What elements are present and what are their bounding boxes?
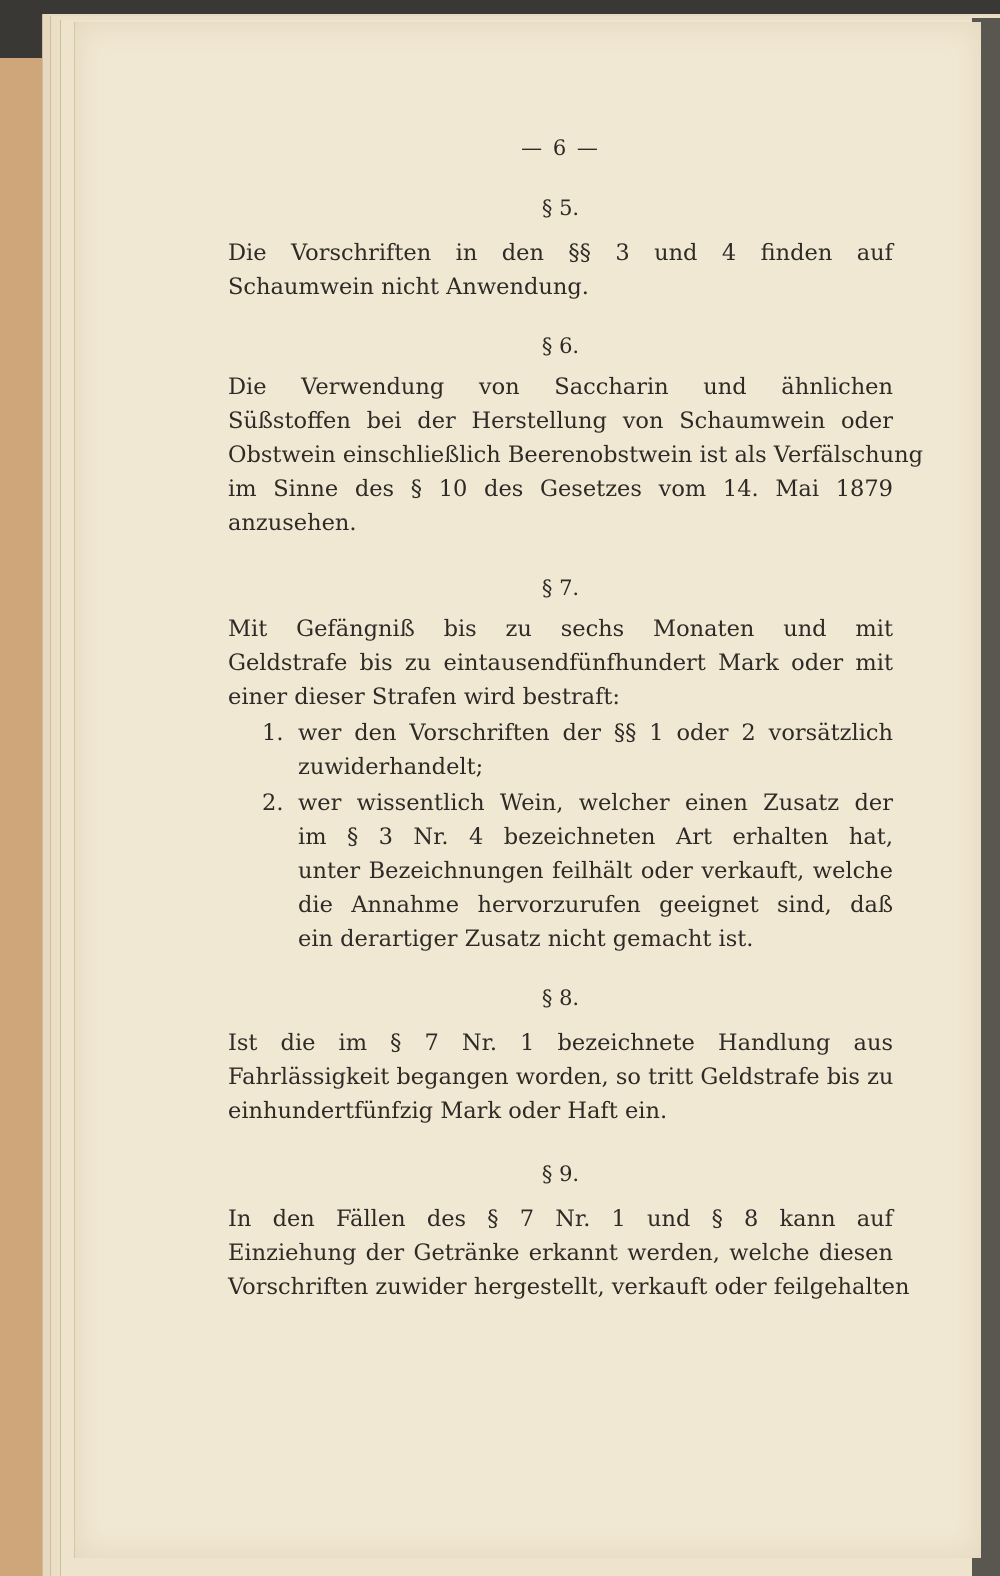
text-line: einer dieser Strafen wird bestraft: — [228, 684, 621, 710]
text-line: Vorschriften zuwider hergestellt, verkauft oder feilgehalten — [228, 1274, 910, 1300]
text-line: wer den Vorschriften der §§ 1 oder 2 vorsätzlich — [298, 720, 893, 746]
text-line: im § 3 Nr. 4 bezeichneten Art erhalten hat, — [298, 824, 893, 850]
section-5-text — [228, 236, 893, 304]
text-line: wer wissentlich Wein, welcher einen Zusatz der — [298, 790, 893, 816]
text-line: unter Bezeichnungen feilhält oder verkauft, welche — [298, 858, 893, 884]
text-line: die Annahme hervorzurufen geeignet sind, daß — [298, 892, 893, 918]
text-line: Fahrlässigkeit begangen worden, so tritt Geldstrafe bis zu — [228, 1064, 894, 1090]
section-8-text — [228, 1026, 893, 1128]
section-7-text — [228, 612, 893, 714]
list-item — [262, 786, 893, 956]
list-item-number: 1. — [262, 720, 284, 746]
section-7-heading: § 7. — [541, 576, 580, 600]
text-line: einhundertfünfzig Mark oder Haft ein. — [228, 1098, 668, 1124]
text-line: Die Verwendung von Saccharin und ähnlichen — [228, 374, 893, 400]
text-line: Die Vorschriften in den §§ 3 und 4 finden auf — [228, 240, 893, 266]
text-line: Süßstoffen bei der Herstellung von Schaumwein oder — [228, 408, 893, 434]
section-6-heading: § 6. — [541, 334, 580, 358]
section-8-heading: § 8. — [541, 986, 580, 1010]
section-6-text — [228, 370, 924, 540]
text-line: Einziehung der Getränke erkannt werden, welche diesen — [228, 1240, 893, 1266]
section-9-text — [228, 1202, 910, 1304]
text-line: Mit Gefängniß bis zu sechs Monaten und mit — [228, 616, 893, 642]
text-line: Geldstrafe bis zu eintausendfünfhundert Mark oder mit — [228, 650, 893, 676]
list-item-number: 2. — [262, 790, 284, 816]
text-line: zuwiderhandelt; — [298, 754, 484, 780]
text-line: Schaumwein nicht Anwendung. — [228, 274, 589, 300]
text-line: im Sinne des § 10 des Gesetzes vom 14. Mai 1879 — [228, 476, 893, 502]
section-9-heading: § 9. — [541, 1162, 580, 1186]
text-line: Ist die im § 7 Nr. 1 bezeichnete Handlung aus — [228, 1030, 893, 1056]
text-line: Obstwein einschließlich Beerenobstwein ist als Verfälschung — [228, 442, 924, 468]
section-5-heading: § 5. — [541, 196, 580, 220]
list-item — [262, 716, 893, 784]
page-number: — 6 — — [521, 136, 600, 160]
text-line: ein derartiger Zusatz nicht gemacht ist. — [298, 926, 754, 952]
text-line: In den Fällen des § 7 Nr. 1 und § 8 kann auf — [228, 1206, 893, 1232]
text-line: anzusehen. — [228, 510, 357, 536]
